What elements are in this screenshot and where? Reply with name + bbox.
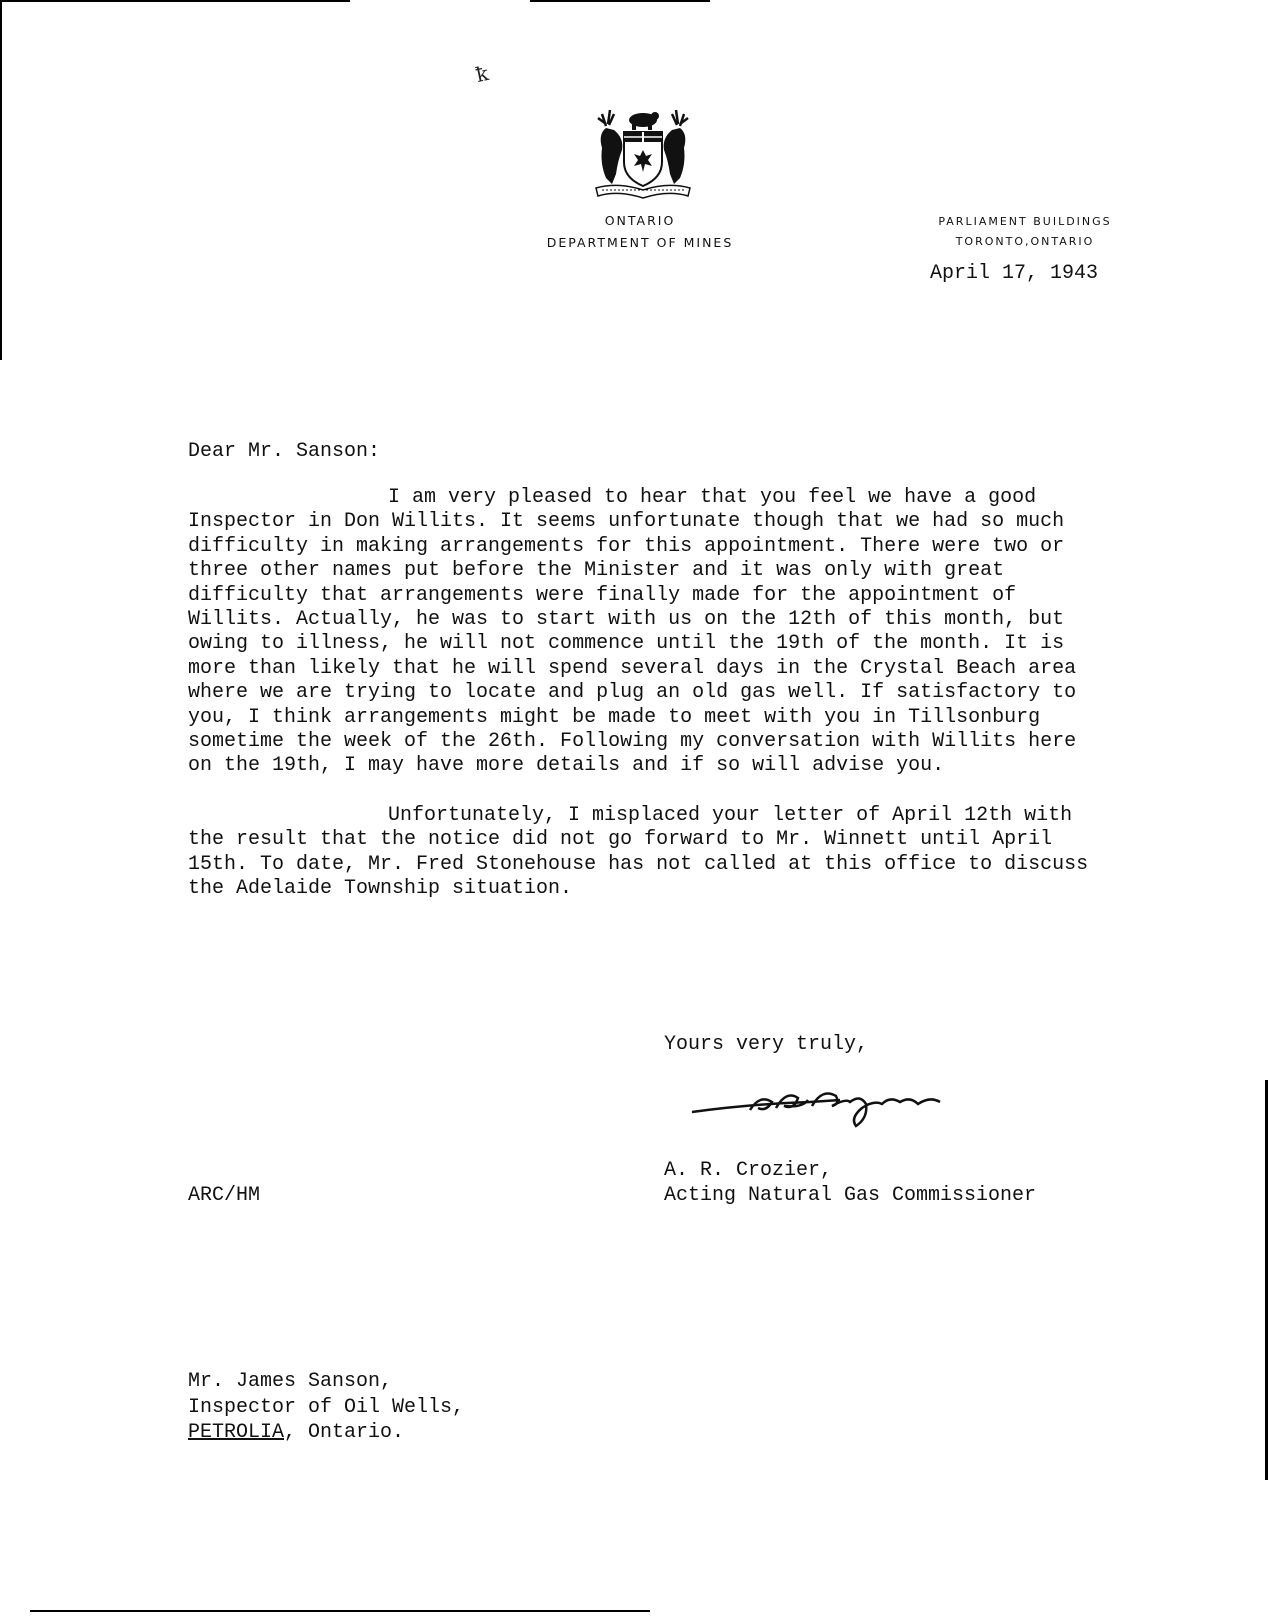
body-paragraph-1: I am very pleased to hear that you feel we have a good Inspector in Don Willits. It seems unfortunate though that we had so much difficulty in making arrangements for this appointment. There were two or three other names put before the Minister and it was only with great difficulty that arrangements were finally made for the appointment of Willits. Actually, he was to start with us on the 12th of this month, but owing to illness, he will not commence until the 19th of the month. It is more than likely that he will spend several days in the Crystal Beach area where we are trying to locate and plug an old gas well. If satisfactory to you, I think arrangements might be made to meet with you in Tillsonburg sometime the week of the 26th. Following my conversation with Willits here on the 19th, I may have more details and if so will advise you.	[188, 486, 1077, 778]
letter-body	[188, 486, 1108, 927]
signer-name: A. R. Crozier,	[664, 1159, 833, 1182]
letterhead-department	[515, 210, 765, 254]
letterhead-department-name: DEPARTMENT OF MINES	[546, 235, 734, 250]
salutation: Dear Mr. Sanson:	[188, 440, 381, 463]
recipient-city: PETROLIA	[188, 1421, 285, 1444]
recipient-position: Inspector of Oil Wells,	[188, 1395, 465, 1419]
body-paragraph-2: Unfortunately, I misplaced your letter of April 12th with the result that the notice did not go forward to Mr. Winnett until April 15th. To date, Mr. Fred Stonehouse has not called at this office to discuss the Adelaide Township situation.	[188, 803, 1089, 901]
reference-initials: ARC/HM	[188, 1184, 261, 1207]
ontario-coat-of-arms-icon	[588, 104, 698, 204]
scan-border-bottom	[30, 1610, 650, 1612]
letter-date: April 17, 1943	[930, 262, 1099, 285]
scan-border-top-left	[0, 0, 350, 2]
stray-pen-mark: ꝁ	[473, 60, 491, 88]
signer-title: Acting Natural Gas Commissioner	[664, 1184, 1037, 1207]
address-line-1: PARLIAMENT BUILDINGS	[938, 215, 1112, 228]
recipient-province: , Ontario.	[284, 1421, 405, 1444]
recipient-address	[188, 1369, 464, 1446]
closing: Yours very truly,	[664, 1033, 869, 1056]
scan-border-left	[0, 0, 2, 360]
recipient-name: Mr. James Sanson,	[188, 1370, 393, 1393]
recipient-location	[188, 1420, 464, 1446]
letterhead-address	[900, 212, 1150, 252]
letterhead-province: ONTARIO	[604, 213, 676, 228]
signer-block	[664, 1158, 1036, 1208]
address-line-2: TORONTO,ONTARIO	[955, 235, 1095, 248]
scan-border-top-middle	[530, 0, 710, 2]
handwritten-signature	[690, 1082, 970, 1132]
